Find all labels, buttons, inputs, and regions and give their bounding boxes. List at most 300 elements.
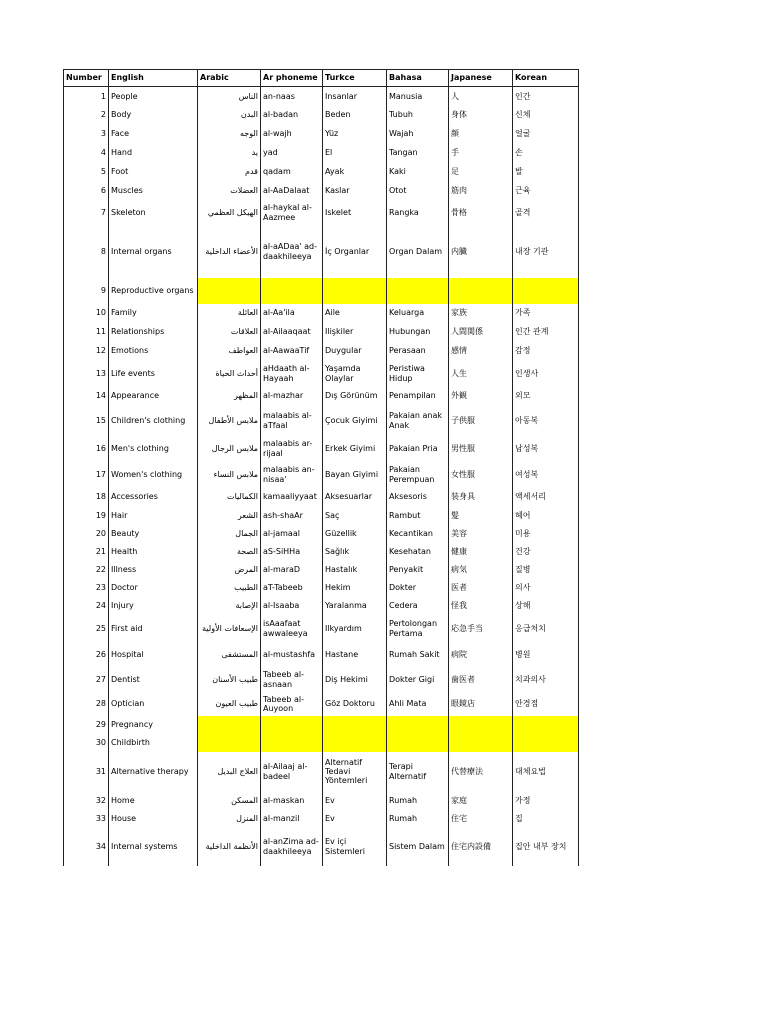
cell-english: Life events <box>109 361 198 387</box>
cell-number: 23 <box>64 579 109 597</box>
cell-english: Children's clothing <box>109 406 198 436</box>
cell-bahasa: Otot <box>387 182 449 200</box>
cell-english: Reproductive organs <box>109 278 198 304</box>
cell-turkish: Çocuk Giyimi <box>323 406 387 436</box>
cell-korean: 집 <box>513 810 579 828</box>
cell-number: 25 <box>64 615 109 643</box>
cell-number: 5 <box>64 163 109 182</box>
cell-bahasa: Pertolongan Pertama <box>387 615 449 643</box>
cell-phoneme: al-Isaaba <box>261 597 323 615</box>
cell-english: Pregnancy <box>109 716 198 734</box>
cell-bahasa: Pakaian Pria <box>387 436 449 462</box>
cell-turkish: Kaslar <box>323 182 387 200</box>
cell-bahasa: Rumah Sakit <box>387 643 449 667</box>
cell-number: 20 <box>64 525 109 543</box>
cell-bahasa <box>387 734 449 752</box>
table-row <box>64 163 579 182</box>
table-row <box>64 87 579 106</box>
header-row <box>64 70 579 87</box>
cell-arabic: المنزل <box>198 810 261 828</box>
cell-turkish: Duygular <box>323 342 387 361</box>
cell-phoneme: al-badan <box>261 106 323 125</box>
cell-bahasa: Kesehatan <box>387 543 449 561</box>
table-row <box>64 579 579 597</box>
cell-korean: 미용 <box>513 525 579 543</box>
cell-number: 8 <box>64 226 109 278</box>
table-row <box>64 792 579 810</box>
cell-korean: 대체요법 <box>513 752 579 792</box>
cell-english: House <box>109 810 198 828</box>
cell-english: Dentist <box>109 667 198 693</box>
cell-bahasa: Cedera <box>387 597 449 615</box>
header-english: English <box>109 70 198 87</box>
cell-phoneme: al-wajh <box>261 125 323 144</box>
cell-arabic: الجمال <box>198 525 261 543</box>
cell-english: Face <box>109 125 198 144</box>
cell-english: Injury <box>109 597 198 615</box>
cell-arabic: المسكن <box>198 792 261 810</box>
header-korean: Korean <box>513 70 579 87</box>
cell-number: 18 <box>64 488 109 507</box>
cell-japanese: 怪我 <box>449 597 513 615</box>
cell-bahasa: Peristiwa Hidup <box>387 361 449 387</box>
cell-phoneme: al-Aa'ila <box>261 304 323 323</box>
cell-japanese: 女性服 <box>449 462 513 488</box>
cell-english: Beauty <box>109 525 198 543</box>
cell-phoneme: malaabis an-nisaa' <box>261 462 323 488</box>
cell-turkish <box>323 734 387 752</box>
cell-japanese: 住宅 <box>449 810 513 828</box>
cell-arabic: ملابس الأطفال <box>198 406 261 436</box>
table-row <box>64 488 579 507</box>
cell-arabic <box>198 716 261 734</box>
cell-bahasa <box>387 716 449 734</box>
cell-number: 4 <box>64 144 109 163</box>
cell-japanese: 眼鏡店 <box>449 693 513 716</box>
cell-korean: 인간 관계 <box>513 323 579 342</box>
cell-number: 32 <box>64 792 109 810</box>
cell-number: 30 <box>64 734 109 752</box>
cell-english: Emotions <box>109 342 198 361</box>
table-row <box>64 361 579 387</box>
cell-japanese: 家庭 <box>449 792 513 810</box>
cell-korean: 골격 <box>513 200 579 226</box>
cell-number: 22 <box>64 561 109 579</box>
cell-japanese: 内臓 <box>449 226 513 278</box>
cell-korean: 질병 <box>513 561 579 579</box>
table-row <box>64 597 579 615</box>
cell-english: Illness <box>109 561 198 579</box>
cell-turkish: Ilkyardım <box>323 615 387 643</box>
header-turkish: Turkce <box>323 70 387 87</box>
cell-arabic: المرض <box>198 561 261 579</box>
cell-arabic: طبيب الأسنان <box>198 667 261 693</box>
cell-korean: 근육 <box>513 182 579 200</box>
cell-english: Hair <box>109 507 198 525</box>
cell-turkish: Yüz <box>323 125 387 144</box>
cell-turkish: El <box>323 144 387 163</box>
cell-arabic: الناس <box>198 87 261 106</box>
cell-japanese: 感情 <box>449 342 513 361</box>
cell-bahasa: Kaki <box>387 163 449 182</box>
cell-korean: 가족 <box>513 304 579 323</box>
cell-bahasa: Ahli Mata <box>387 693 449 716</box>
cell-number: 31 <box>64 752 109 792</box>
cell-english: Internal systems <box>109 828 198 866</box>
table-row <box>64 716 579 734</box>
cell-bahasa <box>387 278 449 304</box>
cell-arabic: العلاج البديل <box>198 752 261 792</box>
header-arabic: Arabic <box>198 70 261 87</box>
cell-turkish: Ilişkiler <box>323 323 387 342</box>
cell-phoneme: al-anZima ad-daakhileeya <box>261 828 323 866</box>
cell-korean: 내장 기관 <box>513 226 579 278</box>
table-row <box>64 323 579 342</box>
cell-english: Appearance <box>109 387 198 406</box>
cell-english: Hand <box>109 144 198 163</box>
cell-arabic: الطبيب <box>198 579 261 597</box>
cell-bahasa: Tangan <box>387 144 449 163</box>
cell-phoneme: al-haykal al-Aazmee <box>261 200 323 226</box>
cell-arabic: الأنظمة الداخلية <box>198 828 261 866</box>
table-row <box>64 752 579 792</box>
cell-japanese: 応急手当 <box>449 615 513 643</box>
cell-turkish: Güzellik <box>323 525 387 543</box>
cell-english: Alternative therapy <box>109 752 198 792</box>
cell-korean: 건강 <box>513 543 579 561</box>
table-row <box>64 561 579 579</box>
table-row <box>64 543 579 561</box>
header-phoneme: Ar phoneme <box>261 70 323 87</box>
cell-arabic: ملابس الرجال <box>198 436 261 462</box>
cell-bahasa: Penyakit <box>387 561 449 579</box>
cell-bahasa: Terapi Alternatif <box>387 752 449 792</box>
cell-arabic: الشعر <box>198 507 261 525</box>
cell-arabic: المظهر <box>198 387 261 406</box>
cell-phoneme: malaabis al-aTfaal <box>261 406 323 436</box>
cell-english: Family <box>109 304 198 323</box>
cell-english: Health <box>109 543 198 561</box>
cell-english: Relationships <box>109 323 198 342</box>
cell-turkish: Hastane <box>323 643 387 667</box>
header-japanese: Japanese <box>449 70 513 87</box>
table-row <box>64 278 579 304</box>
cell-number: 21 <box>64 543 109 561</box>
cell-bahasa: Pakaian anak Anak <box>387 406 449 436</box>
cell-turkish: Ayak <box>323 163 387 182</box>
cell-japanese: 身体 <box>449 106 513 125</box>
cell-bahasa: Keluarga <box>387 304 449 323</box>
cell-phoneme: ash-shaAr <box>261 507 323 525</box>
cell-arabic: الكماليات <box>198 488 261 507</box>
cell-english: Accessories <box>109 488 198 507</box>
cell-number: 2 <box>64 106 109 125</box>
cell-korean: 응급처치 <box>513 615 579 643</box>
cell-number: 13 <box>64 361 109 387</box>
cell-english: Foot <box>109 163 198 182</box>
cell-english: Body <box>109 106 198 125</box>
cell-arabic <box>198 734 261 752</box>
cell-japanese: 病気 <box>449 561 513 579</box>
cell-english: Doctor <box>109 579 198 597</box>
cell-arabic: الهيكل العظمي <box>198 200 261 226</box>
cell-arabic: العلاقات <box>198 323 261 342</box>
cell-arabic: العواطف <box>198 342 261 361</box>
cell-turkish <box>323 716 387 734</box>
cell-korean: 감정 <box>513 342 579 361</box>
cell-turkish: Ev <box>323 810 387 828</box>
cell-number: 33 <box>64 810 109 828</box>
table-row <box>64 304 579 323</box>
cell-japanese: 顔 <box>449 125 513 144</box>
cell-turkish: Dış Görünüm <box>323 387 387 406</box>
cell-korean: 얼굴 <box>513 125 579 144</box>
cell-turkish: Ev <box>323 792 387 810</box>
table-row <box>64 200 579 226</box>
table-body <box>64 87 579 866</box>
table-row <box>64 436 579 462</box>
cell-japanese: 健康 <box>449 543 513 561</box>
cell-korean: 아동복 <box>513 406 579 436</box>
cell-korean: 여성복 <box>513 462 579 488</box>
cell-phoneme: al-manzil <box>261 810 323 828</box>
table-row <box>64 693 579 716</box>
cell-number: 19 <box>64 507 109 525</box>
cell-bahasa: Sistem Dalam <box>387 828 449 866</box>
cell-bahasa: Rumah <box>387 792 449 810</box>
cell-english: People <box>109 87 198 106</box>
cell-turkish: Göz Doktoru <box>323 693 387 716</box>
table-row <box>64 462 579 488</box>
cell-japanese: 歯医者 <box>449 667 513 693</box>
cell-number: 3 <box>64 125 109 144</box>
cell-number: 9 <box>64 278 109 304</box>
cell-bahasa: Aksesoris <box>387 488 449 507</box>
cell-korean: 신체 <box>513 106 579 125</box>
cell-korean: 헤어 <box>513 507 579 525</box>
cell-bahasa: Rambut <box>387 507 449 525</box>
cell-phoneme: al-mustashfa <box>261 643 323 667</box>
cell-bahasa: Kecantikan <box>387 525 449 543</box>
cell-bahasa: Manusia <box>387 87 449 106</box>
table-row <box>64 342 579 361</box>
cell-number: 12 <box>64 342 109 361</box>
cell-japanese: 手 <box>449 144 513 163</box>
cell-japanese: 筋肉 <box>449 182 513 200</box>
cell-korean <box>513 734 579 752</box>
cell-phoneme: aHdaath al-Hayaah <box>261 361 323 387</box>
cell-bahasa: Rumah <box>387 810 449 828</box>
cell-phoneme: al-jamaal <box>261 525 323 543</box>
cell-japanese: 人 <box>449 87 513 106</box>
cell-arabic: الإسعافات الأولية <box>198 615 261 643</box>
cell-japanese: 病院 <box>449 643 513 667</box>
cell-korean <box>513 278 579 304</box>
cell-number: 11 <box>64 323 109 342</box>
cell-number: 10 <box>64 304 109 323</box>
cell-number: 1 <box>64 87 109 106</box>
cell-phoneme: yad <box>261 144 323 163</box>
cell-phoneme: an-naas <box>261 87 323 106</box>
cell-number: 24 <box>64 597 109 615</box>
cell-korean: 손 <box>513 144 579 163</box>
cell-turkish: Alternatif Tedavi Yöntemleri <box>323 752 387 792</box>
cell-arabic <box>198 278 261 304</box>
cell-phoneme: al-AawaaTif <box>261 342 323 361</box>
cell-korean: 상해 <box>513 597 579 615</box>
cell-bahasa: Organ Dalam <box>387 226 449 278</box>
cell-korean: 액세서리 <box>513 488 579 507</box>
cell-number: 14 <box>64 387 109 406</box>
cell-korean: 집안 내부 장치 <box>513 828 579 866</box>
cell-bahasa: Pakaian Perempuan <box>387 462 449 488</box>
cell-turkish: Diş Hekimi <box>323 667 387 693</box>
cell-english: Muscles <box>109 182 198 200</box>
cell-number: 29 <box>64 716 109 734</box>
cell-arabic: العائلة <box>198 304 261 323</box>
cell-japanese: 美容 <box>449 525 513 543</box>
cell-japanese: 代替療法 <box>449 752 513 792</box>
cell-turkish: Yaralanma <box>323 597 387 615</box>
cell-arabic: البدن <box>198 106 261 125</box>
table-row <box>64 387 579 406</box>
cell-number: 6 <box>64 182 109 200</box>
cell-japanese: 髪 <box>449 507 513 525</box>
table-row <box>64 828 579 866</box>
cell-korean <box>513 716 579 734</box>
cell-english: Skeleton <box>109 200 198 226</box>
cell-bahasa: Tubuh <box>387 106 449 125</box>
cell-phoneme: al-mazhar <box>261 387 323 406</box>
cell-bahasa: Hubungan <box>387 323 449 342</box>
cell-arabic: العضلات <box>198 182 261 200</box>
cell-phoneme: Tabeeb al-Auyoon <box>261 693 323 716</box>
cell-bahasa: Dokter <box>387 579 449 597</box>
cell-bahasa: Dokter Gigi <box>387 667 449 693</box>
cell-bahasa: Perasaan <box>387 342 449 361</box>
table-row <box>64 106 579 125</box>
header-number: Number <box>64 70 109 87</box>
cell-turkish: Sağlık <box>323 543 387 561</box>
cell-japanese: 住宅内設備 <box>449 828 513 866</box>
cell-turkish: Saç <box>323 507 387 525</box>
cell-english: Hospital <box>109 643 198 667</box>
cell-arabic: يد <box>198 144 261 163</box>
cell-turkish: Aksesuarlar <box>323 488 387 507</box>
cell-arabic: الأعضاء الداخلية <box>198 226 261 278</box>
table-row <box>64 615 579 643</box>
cell-turkish: Hekim <box>323 579 387 597</box>
cell-bahasa: Penampilan <box>387 387 449 406</box>
cell-korean: 가정 <box>513 792 579 810</box>
cell-phoneme: al-maskan <box>261 792 323 810</box>
cell-korean: 외모 <box>513 387 579 406</box>
table-row <box>64 643 579 667</box>
cell-phoneme: aT-Tabeeb <box>261 579 323 597</box>
table-row <box>64 182 579 200</box>
cell-japanese: 足 <box>449 163 513 182</box>
cell-english: Childbirth <box>109 734 198 752</box>
vocabulary-table <box>63 69 579 866</box>
cell-korean: 병원 <box>513 643 579 667</box>
table-row <box>64 734 579 752</box>
cell-english: First aid <box>109 615 198 643</box>
cell-number: 26 <box>64 643 109 667</box>
table-row <box>64 406 579 436</box>
cell-arabic: الصحة <box>198 543 261 561</box>
cell-number: 27 <box>64 667 109 693</box>
cell-number: 7 <box>64 200 109 226</box>
cell-turkish: Ev içi Sistemleri <box>323 828 387 866</box>
cell-arabic: الوجه <box>198 125 261 144</box>
cell-japanese: 家族 <box>449 304 513 323</box>
cell-phoneme: al-Ailaaqaat <box>261 323 323 342</box>
cell-turkish: Beden <box>323 106 387 125</box>
cell-english: Women's clothing <box>109 462 198 488</box>
cell-korean: 치과의사 <box>513 667 579 693</box>
cell-phoneme: al-maraD <box>261 561 323 579</box>
table-row <box>64 507 579 525</box>
cell-phoneme <box>261 278 323 304</box>
cell-japanese <box>449 278 513 304</box>
cell-phoneme: aS-SiHHa <box>261 543 323 561</box>
cell-korean: 의사 <box>513 579 579 597</box>
cell-turkish: Erkek Giyimi <box>323 436 387 462</box>
cell-english: Men's clothing <box>109 436 198 462</box>
cell-number: 28 <box>64 693 109 716</box>
cell-japanese: 子供服 <box>449 406 513 436</box>
cell-japanese: 外観 <box>449 387 513 406</box>
cell-turkish: Yaşamda Olaylar <box>323 361 387 387</box>
cell-arabic: أحداث الحياة <box>198 361 261 387</box>
cell-number: 16 <box>64 436 109 462</box>
cell-japanese: 医者 <box>449 579 513 597</box>
cell-phoneme <box>261 734 323 752</box>
table-row <box>64 525 579 543</box>
cell-turkish: Insanlar <box>323 87 387 106</box>
cell-english: Home <box>109 792 198 810</box>
cell-bahasa: Rangka <box>387 200 449 226</box>
cell-phoneme: al-aADaa' ad-daakhileeya <box>261 226 323 278</box>
cell-turkish: Bayan Giyimi <box>323 462 387 488</box>
cell-phoneme: al-AaDalaat <box>261 182 323 200</box>
cell-turkish: Iskelet <box>323 200 387 226</box>
cell-japanese: 骨格 <box>449 200 513 226</box>
cell-english: Optician <box>109 693 198 716</box>
table-row <box>64 125 579 144</box>
cell-turkish <box>323 278 387 304</box>
cell-japanese <box>449 734 513 752</box>
cell-japanese <box>449 716 513 734</box>
cell-phoneme: al-Ailaaj al-badeel <box>261 752 323 792</box>
cell-japanese: 人間関係 <box>449 323 513 342</box>
table-row <box>64 144 579 163</box>
table-row <box>64 226 579 278</box>
cell-bahasa: Wajah <box>387 125 449 144</box>
cell-phoneme: isAaafaat awwaleeya <box>261 615 323 643</box>
cell-arabic: طبيب العيون <box>198 693 261 716</box>
cell-phoneme: Tabeeb al-asnaan <box>261 667 323 693</box>
cell-phoneme: kamaaliyyaat <box>261 488 323 507</box>
cell-japanese: 装身具 <box>449 488 513 507</box>
cell-arabic: المستشفى <box>198 643 261 667</box>
cell-arabic: قدم <box>198 163 261 182</box>
cell-japanese: 男性服 <box>449 436 513 462</box>
cell-phoneme <box>261 716 323 734</box>
cell-number: 15 <box>64 406 109 436</box>
cell-number: 17 <box>64 462 109 488</box>
cell-japanese: 人生 <box>449 361 513 387</box>
